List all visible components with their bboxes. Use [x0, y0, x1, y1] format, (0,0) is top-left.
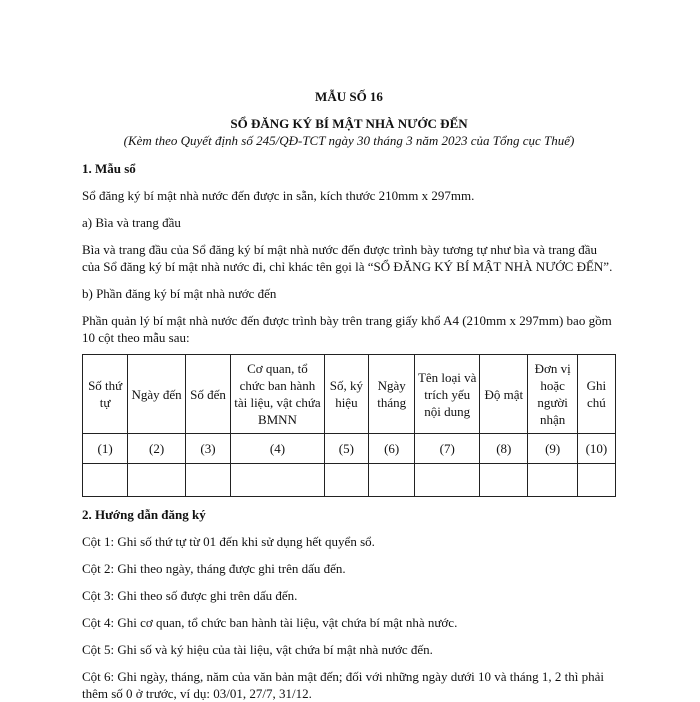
empty-cell [185, 464, 230, 497]
column-number-cell: (5) [324, 434, 368, 464]
empty-cell [128, 464, 186, 497]
instruction-item: Cột 5: Ghi số và ký hiệu của tài liệu, vật chứa bí mật nhà nước đến. [82, 642, 433, 657]
table-number-row [83, 434, 616, 464]
empty-cell [83, 464, 128, 497]
form-number: MẪU SỐ 16 [315, 89, 383, 104]
column-number-cell: (9) [528, 434, 577, 464]
header-cell: Ghi chú [577, 355, 615, 434]
table-empty-row [83, 464, 616, 497]
subsection-a-heading: a) Bìa và trang đầu [82, 215, 181, 230]
empty-cell [369, 464, 415, 497]
instruction-item: Cột 4: Ghi cơ quan, tổ chức ban hành tài liệu, vật chứa bí mật nhà nước. [82, 615, 458, 630]
empty-cell [577, 464, 615, 497]
instruction-item: Cột 2: Ghi theo ngày, tháng được ghi trên dấu đến. [82, 561, 346, 576]
column-number-cell: (1) [83, 434, 128, 464]
document-content [82, 88, 616, 702]
header-cell: Ngày tháng [369, 355, 415, 434]
instruction-item: Cột 6: Ghi ngày, tháng, năm của văn bản mật đến; đối với những ngày dưới 10 và tháng 1, 2 thì phải thêm số 0 ở trước, ví dụ: 03/01, 27/7, 31/12. [82, 669, 604, 701]
document-subtitle: (Kèm theo Quyết định số 245/QĐ-TCT ngày 30 tháng 3 năm 2023 của Tổng cục Thuế) [123, 133, 575, 148]
header-cell: Cơ quan, tổ chức ban hành tài liệu, vật chứa BMNN [231, 355, 325, 434]
subsection-a-text: Bìa và trang đầu của Sổ đăng ký bí mật nhà nước đến được trình bày tương tự như bìa và trang đầu của Sổ đăng ký bí mật nhà nước đi, chỉ khác tên gọi là “SỔ ĐĂNG KÝ BÍ MẬT NHÀ NƯỚC ĐẾN”. [82, 242, 613, 274]
header-cell: Tên loại và trích yếu nội dung [415, 355, 480, 434]
empty-cell [528, 464, 577, 497]
header-cell: Số đến [185, 355, 230, 434]
instruction-item: Cột 3: Ghi theo số được ghi trên dấu đến. [82, 588, 298, 603]
column-number-cell: (7) [415, 434, 480, 464]
empty-cell [480, 464, 528, 497]
instruction-item: Cột 1: Ghi số thứ tự từ 01 đến khi sử dụng hết quyển sổ. [82, 534, 375, 549]
column-number-cell: (6) [369, 434, 415, 464]
section-1-paragraph: Sổ đăng ký bí mật nhà nước đến được in sẵn, kích thước 210mm x 297mm. [82, 188, 475, 203]
table-header-row [83, 355, 616, 434]
empty-cell [324, 464, 368, 497]
subsection-b-heading: b) Phần đăng ký bí mật nhà nước đến [82, 286, 277, 301]
column-number-cell: (4) [231, 434, 325, 464]
header-cell: Số thứ tự [83, 355, 128, 434]
section-1-heading: 1. Mẫu sổ [82, 161, 136, 176]
empty-cell [231, 464, 325, 497]
header-cell: Đơn vị hoặc người nhận [528, 355, 577, 434]
empty-cell [415, 464, 480, 497]
column-number-cell: (3) [185, 434, 230, 464]
header-cell: Ngày đến [128, 355, 186, 434]
document-title: SỔ ĐĂNG KÝ BÍ MẬT NHÀ NƯỚC ĐẾN [230, 116, 468, 131]
column-number-cell: (2) [128, 434, 186, 464]
column-number-cell: (8) [480, 434, 528, 464]
register-table [82, 354, 616, 497]
header-cell: Số, ký hiệu [324, 355, 368, 434]
header-cell: Độ mật [480, 355, 528, 434]
section-2-heading: 2. Hướng dẫn đăng ký [82, 507, 206, 522]
subsection-b-text: Phần quản lý bí mật nhà nước đến được trình bày trên trang giấy khổ A4 (210mm x 297mm) bao gồm 10 cột theo mẫu sau: [82, 313, 612, 345]
column-number-cell: (10) [577, 434, 615, 464]
